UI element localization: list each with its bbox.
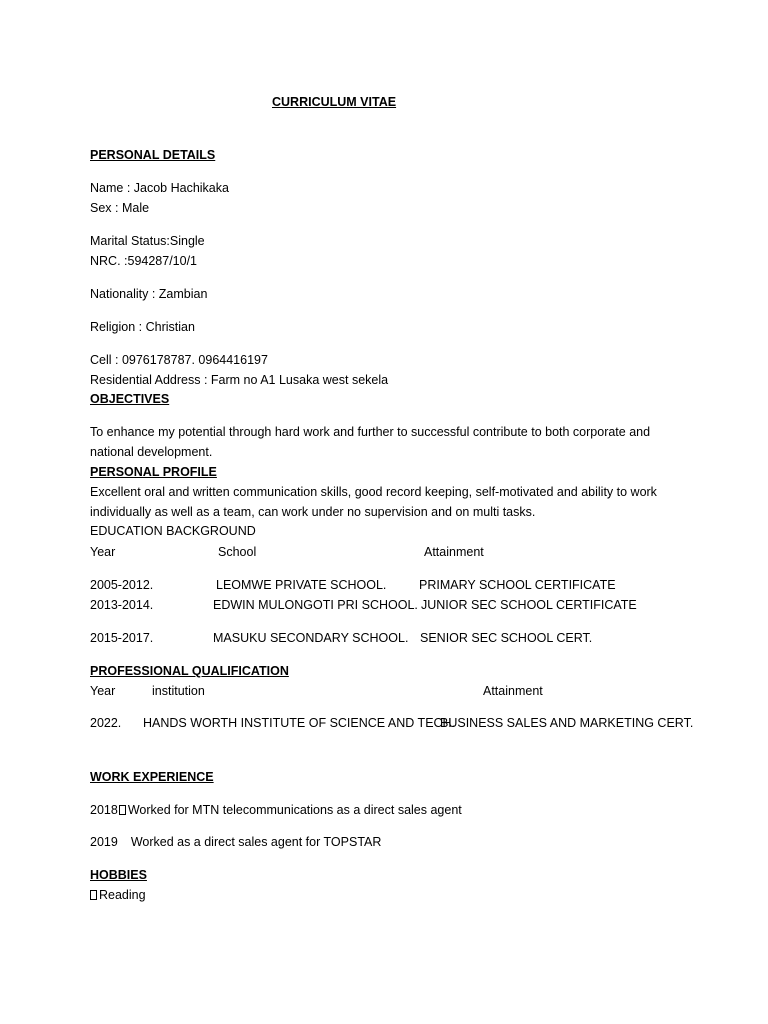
education-row-attainment: SENIOR SEC SCHOOL CERT. (420, 631, 593, 645)
work-item (90, 802, 462, 818)
professional-row-attainment: BUSINESS SALES AND MARKETING CERT. (440, 716, 694, 730)
work-item-text: Worked as a direct sales agent for TOPSTAR (130, 835, 382, 849)
objectives-text-line-1: To enhance my potential through hard work and further to successful contribute to both corporate and (90, 425, 651, 439)
education-header-attainment: Attainment (424, 545, 484, 559)
professional-heading: PROFESSIONAL QUALIFICATION (90, 664, 289, 678)
name-line: Name : Jacob Hachikaka (90, 181, 229, 195)
hobbies-heading: HOBBIES (90, 868, 147, 882)
work-item-year: 2019 (90, 835, 118, 849)
education-row-school: MASUKU SECONDARY SCHOOL. (213, 631, 409, 645)
work-item-text: Worked for MTN telecommunications as a direct sales agent (127, 803, 462, 817)
work-item-year: 2018 (90, 803, 118, 817)
page-title: CURRICULUM VITAE (272, 95, 397, 109)
professional-row-year: 2022. (90, 716, 122, 730)
sex-line: Sex : Male (90, 201, 150, 215)
education-row-attainment: PRIMARY SCHOOL CERTIFICATE (419, 578, 616, 592)
profile-text-line-2: individually as well as a team, can work under no supervision and on multi tasks. (90, 505, 536, 519)
marital-status-line: Marital Status:Single (90, 234, 205, 248)
nationality-line: Nationality : Zambian (90, 287, 208, 301)
hobby-item-text: Reading (99, 888, 146, 902)
professional-header-year: Year (90, 684, 116, 698)
nrc-line: NRC. :594287/10/1 (90, 254, 198, 268)
education-row-year: 2005-2012. (90, 578, 154, 592)
education-header-school: School (218, 545, 257, 559)
address-line: Residential Address : Farm no A1 Lusaka west sekela (90, 373, 389, 387)
professional-header-attainment: Attainment (483, 684, 543, 698)
objectives-text-line-2: national development. (90, 445, 213, 459)
cell-line: Cell : 0976178787. 0964416197 (90, 353, 268, 367)
education-row-year: 2015-2017. (90, 631, 154, 645)
missing-glyph-icon (119, 805, 126, 815)
education-row-attainment: JUNIOR SEC SCHOOL CERTIFICATE (421, 598, 637, 612)
education-row-year: 2013-2014. (90, 598, 154, 612)
work-experience-heading: WORK EXPERIENCE (90, 770, 214, 784)
religion-line: Religion : Christian (90, 320, 195, 334)
professional-row-institution: HANDS WORTH INSTITUTE OF SCIENCE AND TECH. (143, 716, 456, 730)
personal-details-heading: PERSONAL DETAILS (90, 148, 216, 162)
education-header-year: Year (90, 545, 116, 559)
hobby-item (90, 887, 146, 903)
education-row-school: LEOMWE PRIVATE SCHOOL. (216, 578, 387, 592)
professional-header-institution: institution (152, 684, 205, 698)
profile-text-line-1: Excellent oral and written communication skills, good record keeping, self-motivated and ability to work (90, 485, 657, 499)
personal-profile-heading: PERSONAL PROFILE (90, 465, 217, 479)
bullet-icon (90, 890, 97, 900)
objectives-heading: OBJECTIVES (90, 392, 170, 406)
work-item (90, 834, 381, 850)
education-heading: EDUCATION BACKGROUND (90, 524, 256, 538)
education-row-school: EDWIN MULONGOTI PRI SCHOOL. (213, 598, 418, 612)
